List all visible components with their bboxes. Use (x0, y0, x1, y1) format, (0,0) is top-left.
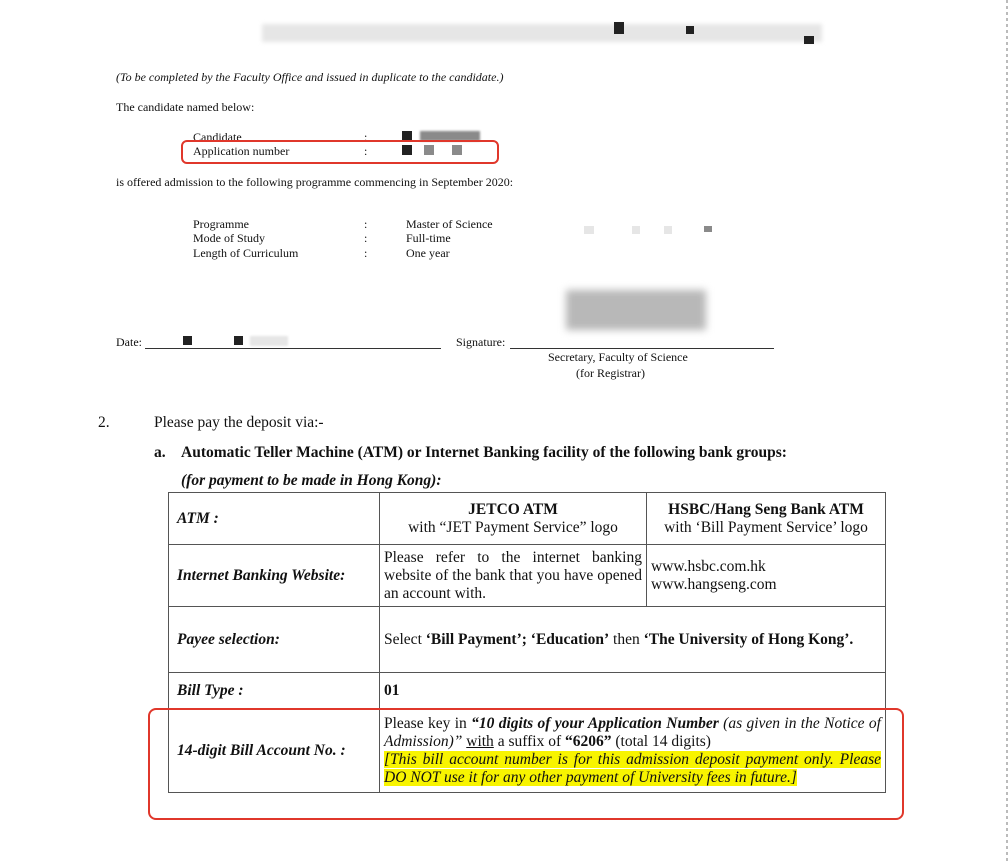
date-label: Date: (116, 335, 142, 349)
faculty-office-note: (To be completed by the Faculty Office and issued in duplicate to the candidate.) (116, 70, 504, 84)
signature-line (510, 348, 774, 349)
redacted-programme-name (584, 226, 594, 234)
curriculum-length-value: One year (406, 246, 450, 260)
hsbc-atm-subtitle: with ‘Bill Payment Service’ logo (664, 518, 868, 536)
account-key-text: Please key in (384, 714, 467, 732)
programme-value: Master of Science (406, 217, 493, 231)
account-digits-text: “10 digits of your Application Number (471, 714, 719, 732)
account-suffix-code: “6206” (565, 732, 612, 750)
signature-label: Signature: (456, 335, 506, 349)
bill-type-label: Bill Type : (169, 673, 380, 709)
option-a-label: a. (154, 444, 166, 461)
curriculum-length-label: Length of Curriculum (193, 246, 299, 260)
redacted-programme-name (704, 226, 712, 232)
mode-of-study-colon: : (364, 231, 368, 245)
curriculum-length-colon: : (364, 246, 368, 260)
candidate-colon: : (364, 130, 368, 144)
redacted-mark (804, 36, 814, 44)
bill-account-number-label: 14-digit Bill Account No. : (169, 709, 380, 793)
payee-bill-payment: ‘Bill Payment’; (425, 630, 527, 648)
redacted-header-banner (262, 24, 822, 42)
payee-select-word: Select (384, 630, 422, 648)
secretary-title: Secretary, Faculty of Science (548, 350, 688, 364)
application-number-highlight-box (181, 140, 499, 164)
redacted-date (250, 336, 288, 346)
item-number: 2. (98, 414, 110, 431)
account-suffix-text: a suffix of (497, 732, 562, 750)
account-total-text: (total 14 digits) (615, 732, 711, 750)
hangseng-website: www.hangseng.com (651, 575, 777, 593)
payee-selection-cell (380, 607, 886, 673)
redacted-programme-name (632, 226, 640, 234)
account-warning-text: [This bill account number is for this admission deposit payment only. Please DO NOT use it for any other payment of University fees in future.] (384, 750, 881, 786)
candidate-intro: The candidate named below: (116, 100, 255, 114)
redacted-programme-name (664, 226, 672, 234)
internet-banking-instructions: Please refer to the internet banking website of the bank that you have opened an account with. (380, 545, 647, 607)
internet-banking-label: Internet Banking Website: (169, 545, 380, 607)
option-a-heading: Automatic Teller Machine (ATM) or Internet Banking facility of the following bank groups: (181, 444, 787, 461)
table-row (169, 545, 886, 607)
application-number-colon: : (364, 144, 368, 158)
redacted-date (183, 336, 192, 345)
bill-account-highlight-box (148, 708, 904, 820)
table-row (169, 493, 886, 545)
jetco-atm-subtitle: with “JET Payment Service” logo (408, 518, 618, 536)
internet-banking-sites-cell (647, 545, 886, 607)
jetco-atm-title: JETCO ATM (468, 500, 558, 518)
payee-then-word: then (613, 630, 640, 648)
atm-label: ATM : (169, 493, 380, 545)
payee-university: ‘The University of Hong Kong’. (643, 630, 854, 648)
deposit-intro: Please pay the deposit via:- (154, 414, 324, 431)
redacted-mark (686, 26, 694, 34)
programme-label: Programme (193, 217, 249, 231)
table-row (169, 607, 886, 673)
redacted-mark (614, 22, 624, 34)
mode-of-study-value: Full-time (406, 231, 451, 245)
payee-education: ‘Education’ (530, 630, 610, 648)
account-with-text: with (466, 732, 494, 750)
payee-selection-label: Payee selection: (169, 607, 380, 673)
registrar-note: (for Registrar) (576, 366, 645, 380)
mode-of-study-label: Mode of Study (193, 231, 265, 245)
table-row (169, 673, 886, 709)
application-number-label: Application number (193, 144, 290, 158)
offer-statement: is offered admission to the following programme commencing in September 2020: (116, 175, 514, 189)
date-line (145, 348, 441, 349)
hsbc-website: www.hsbc.com.hk (651, 557, 766, 575)
candidate-label: Candidate (193, 130, 242, 144)
programme-colon: : (364, 217, 368, 231)
hsbc-atm-title: HSBC/Hang Seng Bank ATM (668, 500, 864, 518)
bill-type-value: 01 (380, 673, 886, 709)
option-a-subheading: (for payment to be made in Hong Kong): (181, 472, 442, 489)
jetco-atm-cell (380, 493, 647, 545)
redacted-signature (566, 290, 706, 330)
hsbc-atm-cell (647, 493, 886, 545)
account-given-text: (as given in the Notice of Admission)” (384, 714, 881, 750)
redacted-date (234, 336, 243, 345)
